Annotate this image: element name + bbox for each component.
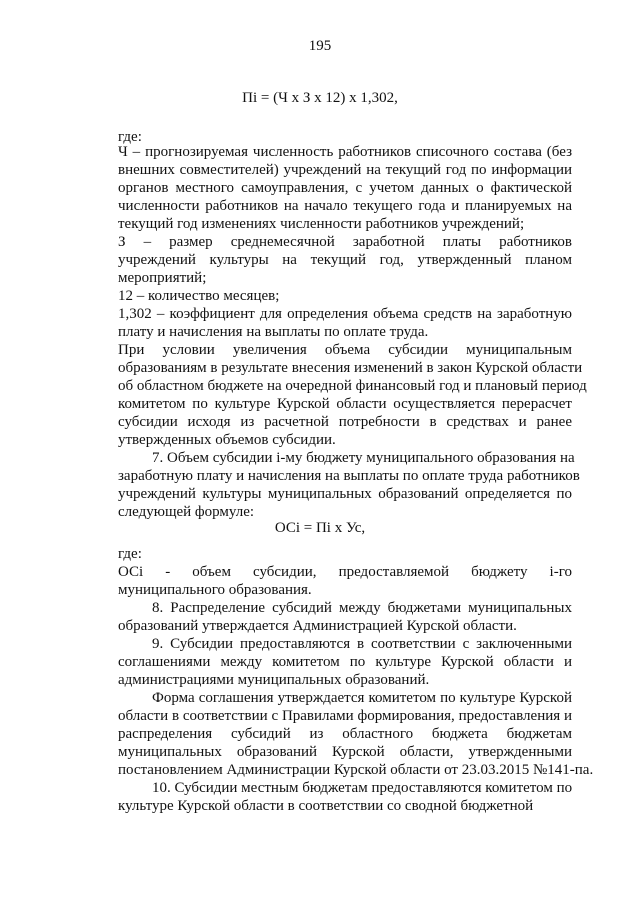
text-line: заработную плату и начисления на выплаты по оплате труда работников	[118, 468, 580, 484]
text-line: учреждений культуры на текущий год, утвержденный планом	[118, 252, 572, 268]
text-line: внешних совместителей) учреждений на текущий год по информации	[118, 162, 572, 178]
page-number: 195	[308, 38, 332, 54]
text-line: культуре Курской области в соответствии со сводной бюджетной	[118, 798, 534, 814]
text-line: З – размер среднемесячной заработной платы работников	[118, 234, 572, 250]
text-line: постановлением Администрации Курской области от 23.03.2015 №141-па.	[118, 762, 594, 778]
text-line: ОСi - объем субсидии, предоставляемой бюджету i-го	[118, 564, 572, 580]
text-line: текущий год изменениях численности работников учреждений;	[118, 216, 525, 232]
text-line: распределения субсидий из областного бюджета бюджетам	[118, 726, 572, 742]
text-line: При условии увеличения объема субсидии муниципальным	[118, 342, 572, 358]
text-line: Форма соглашения утверждается комитетом по культуре Курской	[152, 690, 572, 706]
text-line: субсидии исходя из расчетной потребности в средствах и ранее	[118, 414, 572, 430]
text-line: муниципальных образований Курской области, утвержденными	[118, 744, 572, 760]
text-line: мероприятий;	[118, 270, 207, 286]
text-line: плату и начисления на выплаты по оплате труда.	[118, 324, 429, 340]
text-line: 8. Распределение субсидий между бюджетами муниципальных	[152, 600, 572, 616]
text-line: где:	[118, 129, 142, 145]
text-line: образованиям в результате внесения изменений в закон Курской области	[118, 360, 583, 376]
text-line: области в соответствии с Правилами формирования, предоставления и	[118, 708, 572, 724]
text-line: образований утверждается Администрацией Курской области.	[118, 618, 517, 634]
text-line: учреждений культуры муниципальных образований определяется по	[118, 486, 572, 502]
text-line: 10. Субсидии местным бюджетам предоставляются комитетом по	[152, 780, 573, 796]
text-line: комитетом по культуре Курской области осуществляется перерасчет	[118, 396, 572, 412]
formula-pi: Пi = (Ч х З х 12) х 1,302,	[242, 90, 398, 106]
text-line: 9. Субсидии предоставляются в соответствии с заключенными	[152, 636, 572, 652]
text-line: об областном бюджете на очередной финансовый год и плановый период	[118, 378, 587, 394]
text-line: 7. Объем субсидии i-му бюджету муниципального образования на	[152, 450, 575, 466]
text-line: 12 – количество месяцев;	[118, 288, 280, 304]
text-line: администрациями муниципальных образований.	[118, 672, 430, 688]
text-line: численности работников на начало текущего года и планируемых на	[118, 198, 572, 214]
text-line: Ч – прогнозируемая численность работников списочного состава (без	[118, 144, 572, 160]
text-line: 1,302 – коэффициент для определения объема средств на заработную	[118, 306, 572, 322]
text-line: муниципального образования.	[118, 582, 312, 598]
text-line: где:	[118, 546, 142, 562]
formula-osi: ОСi = Пi х Ус,	[274, 520, 366, 536]
text-line: соглашениями между комитетом по культуре Курской области и	[118, 654, 572, 670]
text-line: следующей формуле:	[118, 504, 255, 520]
text-line: утвержденных объемов субсидии.	[118, 432, 336, 448]
text-line: органов местного самоуправления, с учетом данных о фактической	[118, 180, 572, 196]
